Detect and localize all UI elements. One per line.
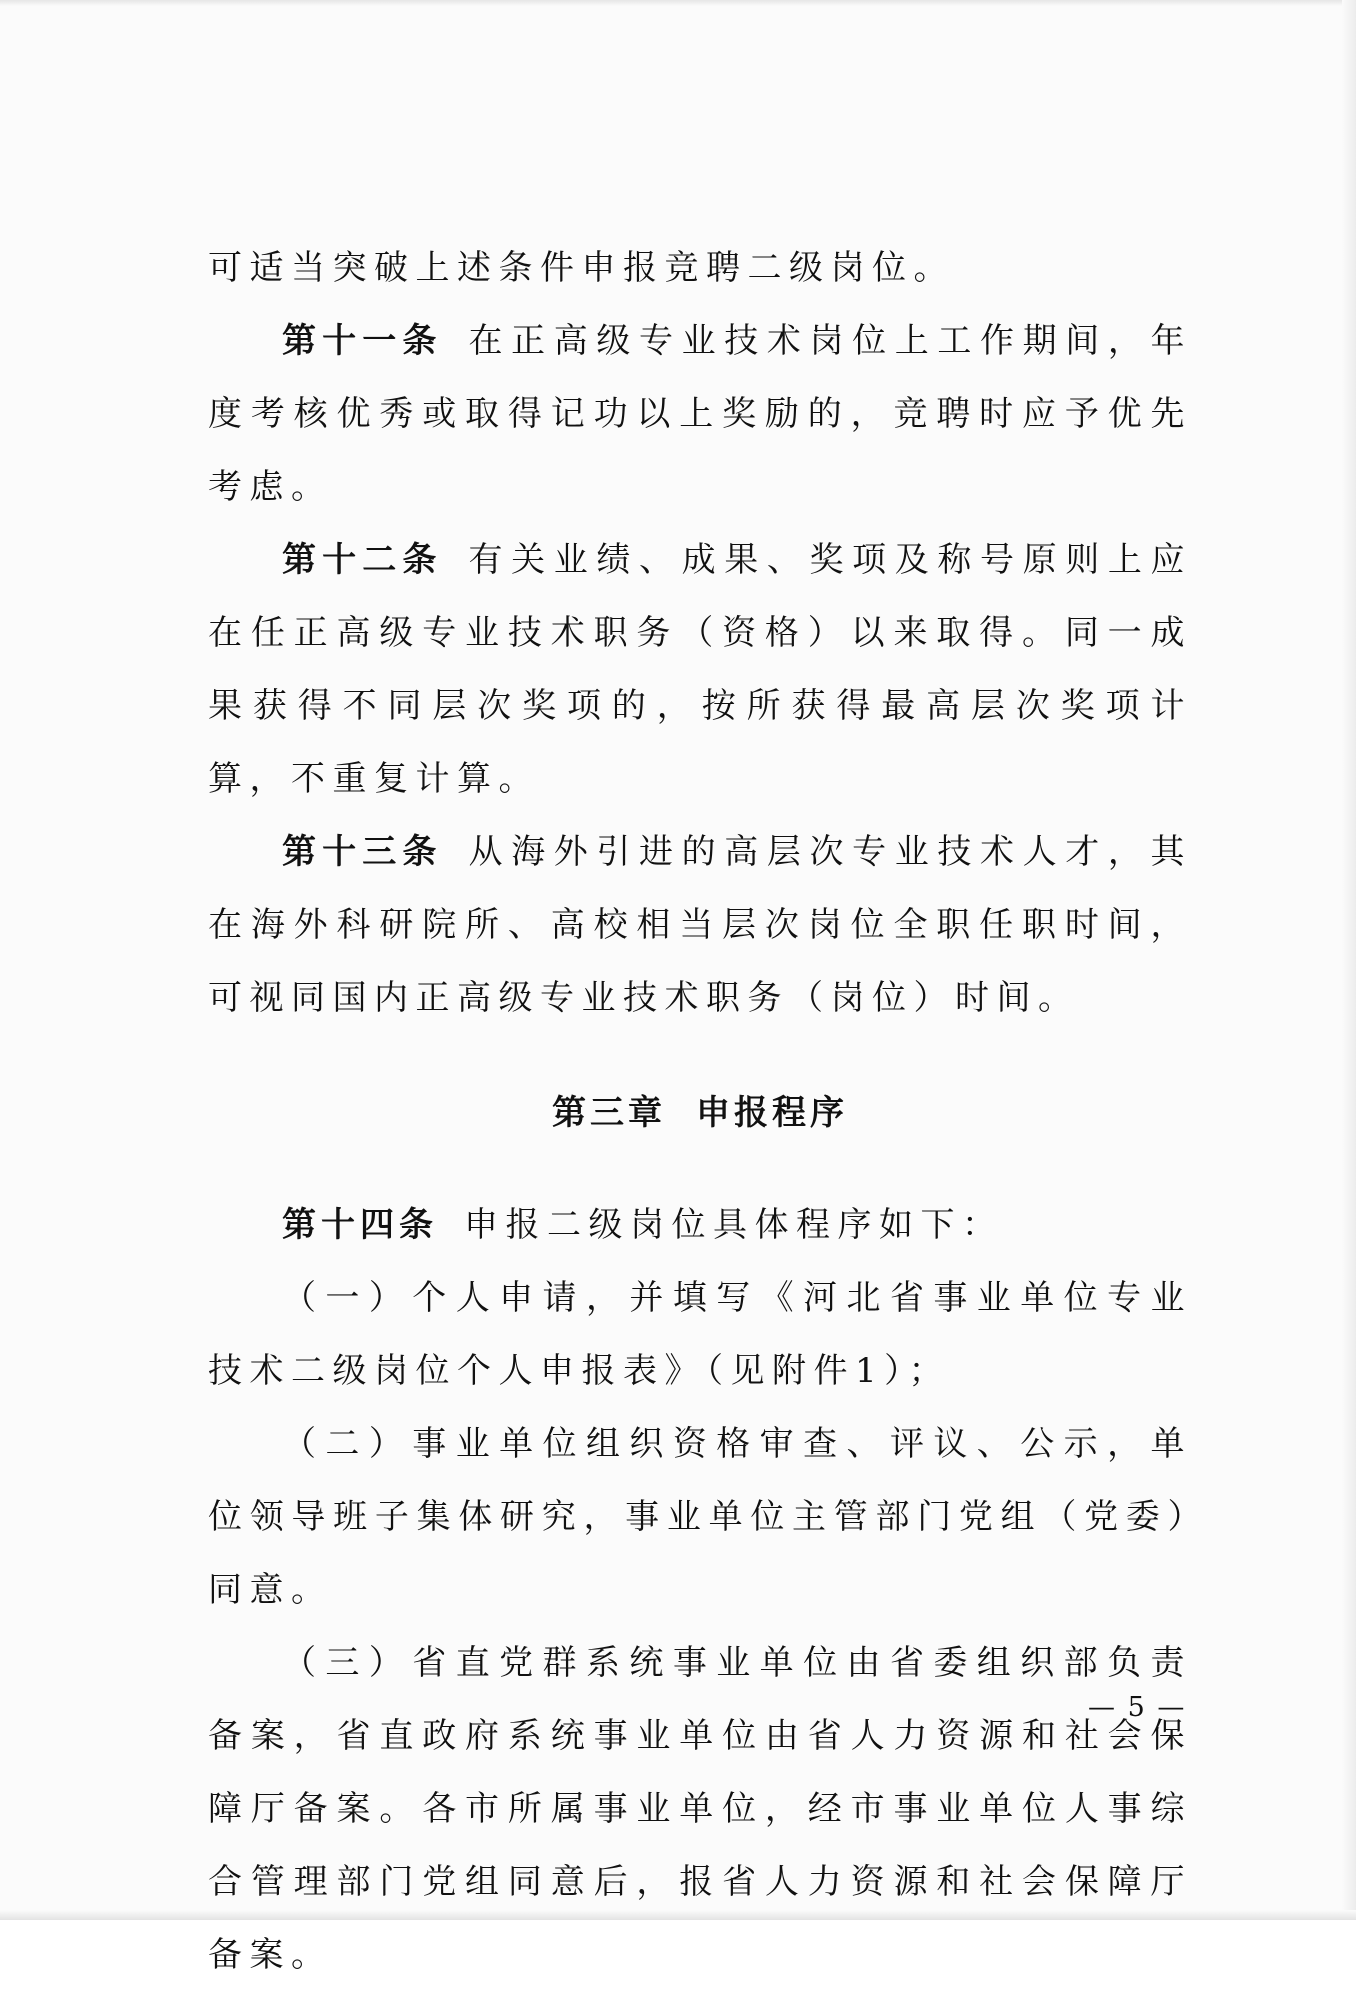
- page-number: — 5 —: [1088, 1692, 1187, 1723]
- paragraph-continuation: 可适当突破上述条件申报竞聘二级岗位。: [208, 248, 955, 288]
- scan-edge-top: [0, 0, 1356, 6]
- article-11: [208, 305, 1192, 524]
- article-13: [208, 816, 1192, 1035]
- article-13-text: 从海外引进的高层次专业技术人才，其在海外科研院所、高校相当层次岗位全职任职时间，可视同国内正高级专业技术职务（岗位）时间。: [208, 832, 1192, 1018]
- article-13-label: 第十三条: [282, 832, 443, 872]
- article-11-label: 第十一条: [282, 321, 443, 361]
- article-14-text: 申报二级岗位具体程序如下：: [464, 1205, 1004, 1245]
- procedure-item-2: （二）事业单位组织资格审查、评议、公示，单位领导班子集体研究，事业单位主管部门党组（党委）同意。: [208, 1424, 1192, 1610]
- article-11-text: 在正高级专业技术岗位上工作期间，年度考核优秀或取得记功以上奖励的，竞聘时应予优先考虑。: [208, 321, 1192, 507]
- chapter-heading: [208, 1083, 1192, 1143]
- article-12-text: 有关业绩、成果、奖项及称号原则上应在任正高级专业技术职务（资格）以来取得。同一成果获得不同层次奖项的，按所获得最高层次奖项计算，不重复计算。: [208, 540, 1192, 799]
- chapter-title: 申报程序: [696, 1093, 848, 1133]
- article-12: [208, 524, 1192, 816]
- chapter-label: 第三章: [552, 1093, 666, 1133]
- article-12-label: 第十二条: [282, 540, 443, 580]
- article-14: [208, 1189, 1192, 1262]
- document-body: [208, 232, 1192, 1992]
- article-14-label: 第十四条: [282, 1205, 438, 1245]
- procedure-item-3: （三）省直党群系统事业单位由省委组织部负责备案，省直政府系统事业单位由省人力资源和社会保障厅备案。各市所属事业单位，经市事业单位人事综合管理部门党组同意后，报省人力资源和社会保障厅备案。: [208, 1643, 1192, 1975]
- procedure-item-1: （一）个人申请，并填写《河北省事业单位专业技术二级岗位个人申报表》（见附件1）；: [208, 1278, 1192, 1391]
- scan-edge-right: [1342, 0, 1356, 1920]
